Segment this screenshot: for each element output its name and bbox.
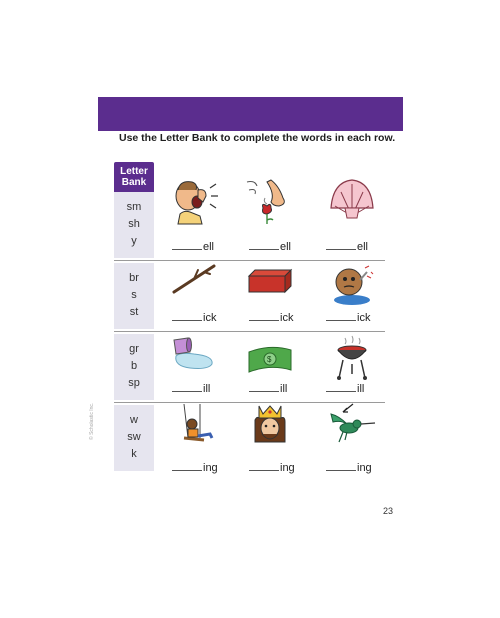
king-icon bbox=[245, 402, 295, 452]
row-divider bbox=[114, 260, 385, 261]
word-blank[interactable] bbox=[249, 382, 287, 395]
word-ending: ing bbox=[203, 462, 218, 474]
letter-bank-letter: sh bbox=[128, 218, 140, 230]
word-blank[interactable] bbox=[172, 240, 214, 253]
word-ending: ick bbox=[357, 312, 371, 324]
sick-face-icon bbox=[327, 262, 377, 312]
word-blank[interactable] bbox=[172, 382, 210, 395]
word-blank[interactable] bbox=[326, 461, 372, 474]
word-blank[interactable] bbox=[249, 461, 295, 474]
word-blank[interactable] bbox=[249, 311, 293, 324]
letter-bank-letters-row2 bbox=[114, 270, 154, 321]
word-ending: ill bbox=[203, 383, 211, 395]
stick-icon bbox=[170, 262, 220, 312]
word-ending: ell bbox=[357, 241, 369, 253]
letter-bank-letter: s bbox=[131, 289, 137, 301]
letter-bank-letter: br bbox=[129, 272, 139, 284]
bird-wing-icon bbox=[327, 402, 377, 452]
word-blank[interactable] bbox=[249, 240, 291, 253]
header-bar bbox=[98, 97, 403, 131]
nose-smelling-flower-icon bbox=[245, 176, 295, 226]
instruction-text: Use the Letter Bank to complete the words in each row. bbox=[119, 132, 396, 144]
word-ending: ing bbox=[357, 462, 372, 474]
copyright-note: © Scholastic Inc. bbox=[89, 402, 95, 440]
row-divider bbox=[114, 331, 385, 332]
letter-bank-title bbox=[114, 162, 154, 192]
letter-bank-letter: gr bbox=[129, 343, 139, 355]
letter-bank-letters-row4 bbox=[114, 412, 154, 463]
letter-bank-letter: sw bbox=[127, 431, 141, 443]
letter-bank-letters-row3 bbox=[114, 341, 154, 392]
word-ending: ill bbox=[357, 383, 365, 395]
grill-icon bbox=[327, 334, 377, 384]
dollar-bill-icon bbox=[245, 334, 295, 384]
word-ending: ing bbox=[280, 462, 295, 474]
word-ending: ick bbox=[280, 312, 294, 324]
word-blank[interactable] bbox=[326, 382, 364, 395]
word-ending: ell bbox=[280, 241, 292, 253]
word-blank[interactable] bbox=[326, 311, 370, 324]
svg-text:$: $ bbox=[267, 355, 272, 364]
letter-bank-title-line1: Letter bbox=[120, 166, 148, 177]
letter-bank-letter: b bbox=[130, 360, 138, 372]
spill-cup-icon bbox=[170, 334, 220, 384]
letter-bank-title-line2: Bank bbox=[121, 177, 147, 188]
word-blank[interactable] bbox=[172, 311, 216, 324]
seashell-icon bbox=[327, 176, 377, 226]
letter-bank-letter: k bbox=[131, 448, 137, 460]
letter-bank-letter: y bbox=[131, 235, 137, 247]
word-blank[interactable] bbox=[326, 240, 368, 253]
word-ending: ell bbox=[203, 241, 215, 253]
page-number: 23 bbox=[383, 506, 394, 516]
swing-icon bbox=[170, 402, 220, 452]
word-ending: ill bbox=[280, 383, 288, 395]
letter-bank-letter: st bbox=[129, 306, 139, 318]
word-ending: ick bbox=[203, 312, 217, 324]
letter-bank-letter: sp bbox=[128, 377, 140, 389]
word-blank[interactable] bbox=[172, 461, 218, 474]
person-yelling-icon bbox=[170, 176, 220, 226]
brick-icon bbox=[245, 262, 295, 312]
letter-bank-letter: w bbox=[130, 414, 138, 426]
letter-bank-letter: sm bbox=[126, 201, 142, 213]
letter-bank-letters-row1 bbox=[114, 199, 154, 250]
